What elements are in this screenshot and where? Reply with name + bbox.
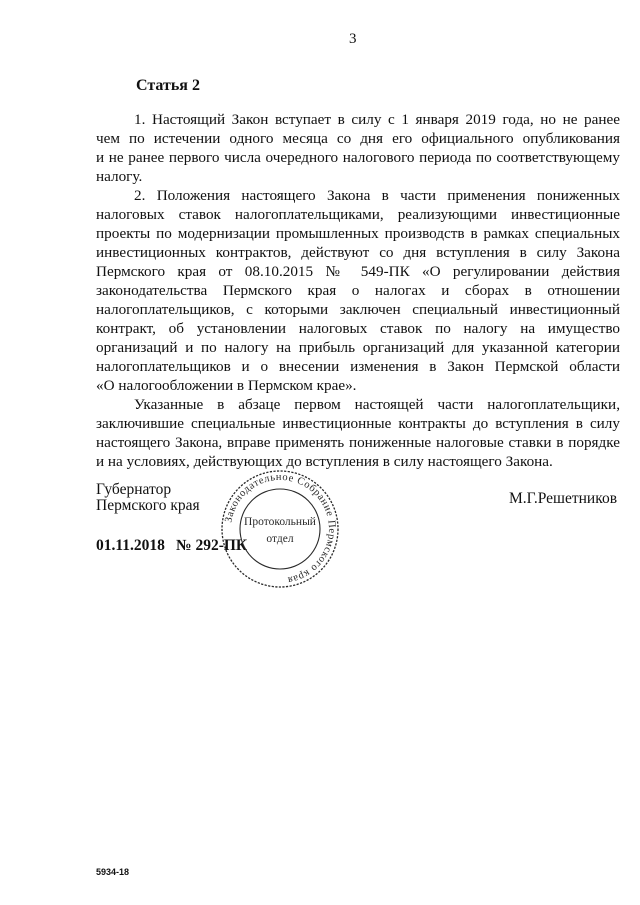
footer-code: 5934-18 bbox=[96, 867, 130, 877]
body-line-4: налогу. bbox=[96, 168, 143, 185]
stamp-ring-text: Законодательное Собрание Пермского края bbox=[223, 471, 338, 586]
body-line-18: настоящего Закона, вправе применять пониженные налоговые ставки в порядке bbox=[96, 434, 620, 451]
body-line-1: 1. Настоящий Закон вступает в силу с 1 января 2019 года, но не ранее bbox=[134, 111, 620, 128]
signatory-title bbox=[96, 482, 200, 514]
page-number: 3 bbox=[349, 31, 357, 47]
body-line-10: законодательства Пермского края о налогах и сборах в отношении bbox=[96, 282, 620, 299]
body-line-11: налогоплательщиков, с которыми заключен специальный инвестиционный bbox=[96, 301, 620, 318]
protocol-department-stamp bbox=[219, 468, 341, 590]
body-line-14: налогоплательщиков и о внесении изменения в Закон Пермской области bbox=[96, 358, 620, 375]
body-line-15: «О налогообложении в Пермском крае». bbox=[96, 377, 357, 394]
document-number: № 292-ПК bbox=[176, 537, 248, 554]
document-date: 01.11.2018 bbox=[96, 537, 165, 554]
body-line-3: и не ранее первого числа очередного налогового периода по соответствующему bbox=[96, 149, 620, 166]
signatory-title-line1: Губернатор bbox=[96, 481, 172, 498]
body-line-8: инвестиционных контрактов, действуют со дня вступления в силу Закона bbox=[96, 244, 620, 261]
body-line-7: проекты по модернизации промышленных производств в рамках специальных bbox=[96, 225, 620, 242]
article-heading: Статья 2 bbox=[136, 77, 200, 94]
body-line-16: Указанные в абзаце первом настоящей части налогоплательщики, bbox=[134, 396, 620, 413]
signatory-title-line2: Пермского края bbox=[96, 497, 200, 514]
body-line-13: организаций и по налогу на прибыль организаций для указанной категории bbox=[96, 339, 620, 356]
stamp-inner-line2: отдел bbox=[266, 533, 294, 545]
body-line-17: заключившие специальные инвестиционные контракты до вступления в силу bbox=[96, 415, 620, 432]
body-line-6: налоговых ставок налогоплательщиками, реализующими инвестиционные bbox=[96, 206, 620, 223]
body-line-12: контракт, об установлении налоговых ставок по налогу на имущество bbox=[96, 320, 620, 337]
stamp-inner-line1: Протокольный bbox=[244, 516, 316, 528]
body-line-9: Пермского края от 08.10.2015 № 549-ПК «О регулировании действия bbox=[96, 263, 620, 280]
body-line-5: 2. Положения настоящего Закона в части применения пониженных bbox=[134, 187, 620, 204]
signatory-name: М.Г.Решетников bbox=[509, 490, 618, 507]
body-line-19: и на условиях, действующих до вступления в силу настоящего Закона. bbox=[96, 453, 553, 470]
body-line-2: чем по истечении одного месяца со дня его официального опубликования bbox=[96, 130, 620, 147]
